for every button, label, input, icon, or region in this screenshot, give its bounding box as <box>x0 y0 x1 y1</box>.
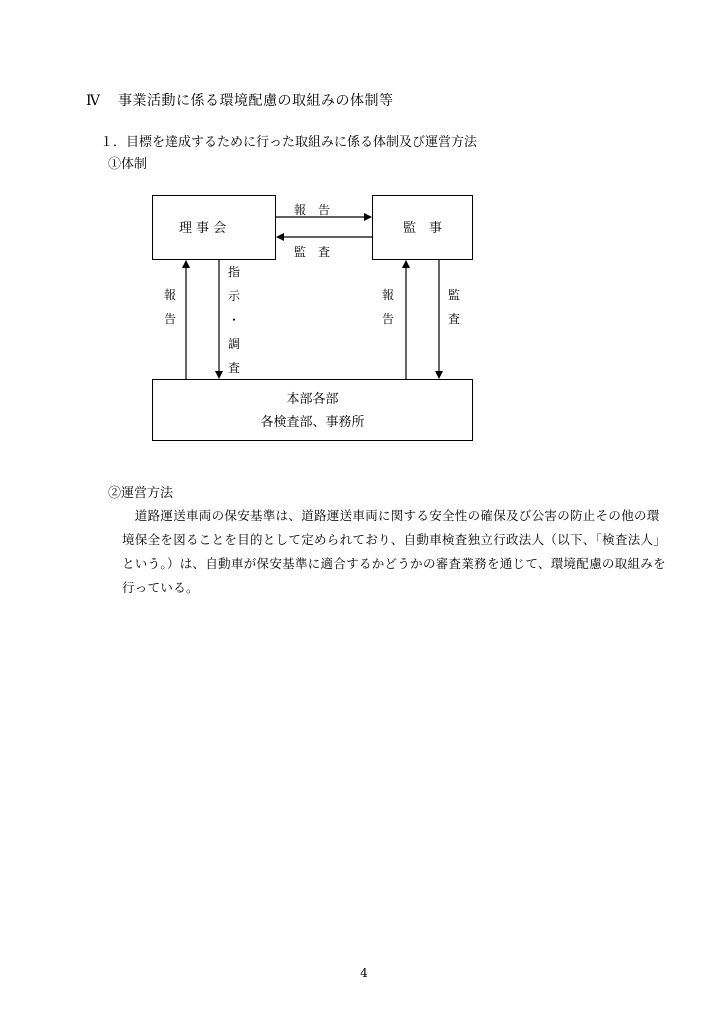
section-numeral: Ⅳ <box>86 93 101 109</box>
vert-right-audit-char: 査 <box>447 312 460 326</box>
subsection-title: 目標を達成するために行った取組みに係る体制及び運営方法 <box>126 135 478 150</box>
vert-left-instruct-char: 調 <box>227 337 240 351</box>
item2-paragraph <box>122 504 666 600</box>
vert-left-instruct-char: 示 <box>227 289 240 303</box>
paragraph-line: という。）は、自動車が保安基準に適合するかどうかの審査業務を通じて、環境配慮の取組みを <box>122 556 666 571</box>
vert-right-audit-char: 監 <box>447 288 460 302</box>
box-rijikai-label: 理 事 会 <box>179 221 227 236</box>
item2-label: ②運営方法 <box>108 486 174 501</box>
item1-label: ①体制 <box>108 157 148 172</box>
paragraph-line: 境保全を図ることを目的として定められており、自動車検査独立行政法人（以下、「検査法人」 <box>122 532 667 547</box>
section-title: 事業活動に係る環境配慮の取組みの体制等 <box>118 93 394 109</box>
vert-left-instruct-char: 査 <box>227 361 240 375</box>
page-number: 4 <box>360 966 368 980</box>
vert-left-report-char: 報 <box>163 288 176 302</box>
vert-left-instruct-char: 指 <box>227 265 240 279</box>
box-honbu-line2: 各検査部、事務所 <box>260 415 365 430</box>
label-report-top: 報 告 <box>294 203 331 217</box>
vert-right-report-char: 報 <box>381 288 394 302</box>
box-kanji-label: 監 事 <box>403 221 443 236</box>
vert-right-report-char: 告 <box>381 312 394 326</box>
subsection-number: １． <box>100 135 127 150</box>
box-honbu-line1: 本部各部 <box>286 392 339 407</box>
label-audit-top: 監 査 <box>294 245 331 259</box>
vert-left-report-char: 告 <box>163 312 176 326</box>
paragraph-line: 道路運送車両の保安基準は、道路運送車両に関する安全性の確保及び公害の防止その他の環 <box>122 508 660 523</box>
paragraph-line: 行っている。 <box>122 580 199 595</box>
vert-left-instruct-char: ・ <box>227 313 240 327</box>
